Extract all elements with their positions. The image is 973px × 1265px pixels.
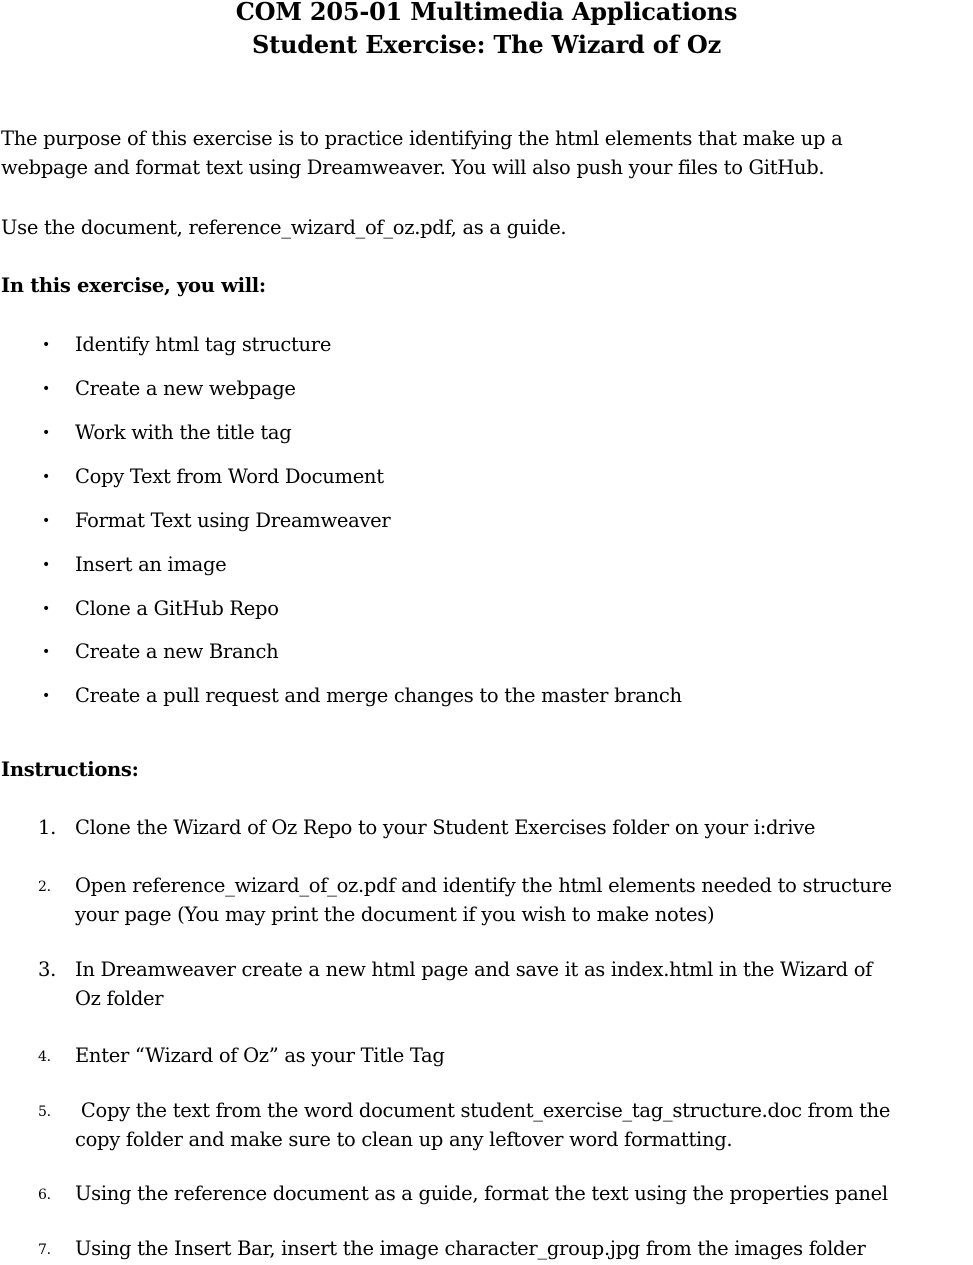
goal-item (0, 418, 973, 448)
step-text-line: In Dreamweaver create a new html page and save it as index.html in the Wizard of (75, 958, 873, 981)
goal-text: Create a pull request and merge changes to the master branch (75, 684, 682, 707)
step-text-line: your page (You may print the document if you wish to make notes) (75, 903, 715, 926)
goal-item (0, 550, 973, 580)
goal-text: Insert an image (75, 553, 227, 576)
bullet-icon: • (42, 557, 50, 573)
purpose-line-2: webpage and format text using Dreamweaver. You will also push your files to GitHub. (1, 156, 825, 179)
reference-note: Use the document, reference_wizard_of_oz.pdf, as a guide. (1, 216, 567, 239)
step-text: Enter “Wizard of Oz” as your Title Tag (75, 1044, 445, 1067)
step-text-line: Copy the text from the word document student_exercise_tag_structure.doc from the (75, 1099, 891, 1122)
instruction-step (0, 813, 973, 842)
bullet-icon: • (42, 601, 50, 617)
step-text: Using the reference document as a guide, format the text using the properties panel (75, 1182, 888, 1205)
instruction-step (0, 1234, 973, 1263)
goals-heading: In this exercise, you will: (1, 274, 266, 297)
step-number: 3. (38, 958, 57, 981)
goal-text: Work with the title tag (75, 421, 292, 444)
instruction-step (0, 1041, 973, 1070)
bullet-icon: • (42, 381, 50, 397)
goal-text: Identify html tag structure (75, 333, 332, 356)
step-number: 1. (38, 816, 57, 839)
instruction-step (0, 955, 973, 1013)
goal-item (0, 374, 973, 404)
bullet-icon: • (42, 425, 50, 441)
goal-item (0, 681, 973, 711)
goal-item (0, 506, 973, 536)
step-number: 5. (38, 1104, 51, 1120)
step-number: 6. (38, 1187, 51, 1203)
step-number: 7. (38, 1242, 51, 1258)
instruction-step (0, 1179, 973, 1208)
goal-item (0, 330, 973, 360)
goal-item (0, 637, 973, 667)
step-text-block (75, 1096, 973, 1154)
step-text-line: Open reference_wizard_of_oz.pdf and identify the html elements needed to structure (75, 874, 892, 897)
bullet-icon: • (42, 688, 50, 704)
goal-text: Format Text using Dreamweaver (75, 509, 391, 532)
goal-text: Create a new webpage (75, 377, 296, 400)
step-text-line: Oz folder (75, 987, 164, 1010)
bullet-icon: • (42, 513, 50, 529)
instructions-heading: Instructions: (1, 758, 139, 781)
instruction-step (0, 1096, 973, 1154)
goal-item (0, 594, 973, 624)
instruction-step (0, 871, 973, 929)
bullet-icon: • (42, 337, 50, 353)
exercise-title: Student Exercise: The Wizard of Oz (251, 30, 722, 59)
bullet-icon: • (42, 644, 50, 660)
step-text-line: copy folder and make sure to clean up any leftover word formatting. (75, 1128, 733, 1151)
goal-text: Copy Text from Word Document (75, 465, 384, 488)
course-title: COM 205-01 Multimedia Applications (235, 0, 738, 26)
step-number: 4. (38, 1049, 51, 1065)
goal-item (0, 462, 973, 492)
purpose-line-1: The purpose of this exercise is to practice identifying the html elements that make up a (1, 127, 843, 150)
step-text: Clone the Wizard of Oz Repo to your Student Exercises folder on your i:drive (75, 816, 816, 839)
bullet-icon: • (42, 469, 50, 485)
step-number: 2. (38, 879, 51, 895)
step-text: Using the Insert Bar, insert the image character_group.jpg from the images folder (75, 1237, 866, 1260)
goal-text: Clone a GitHub Repo (75, 597, 279, 620)
step-text-block (75, 955, 973, 1013)
goal-text: Create a new Branch (75, 640, 279, 663)
step-text-block (75, 871, 973, 929)
